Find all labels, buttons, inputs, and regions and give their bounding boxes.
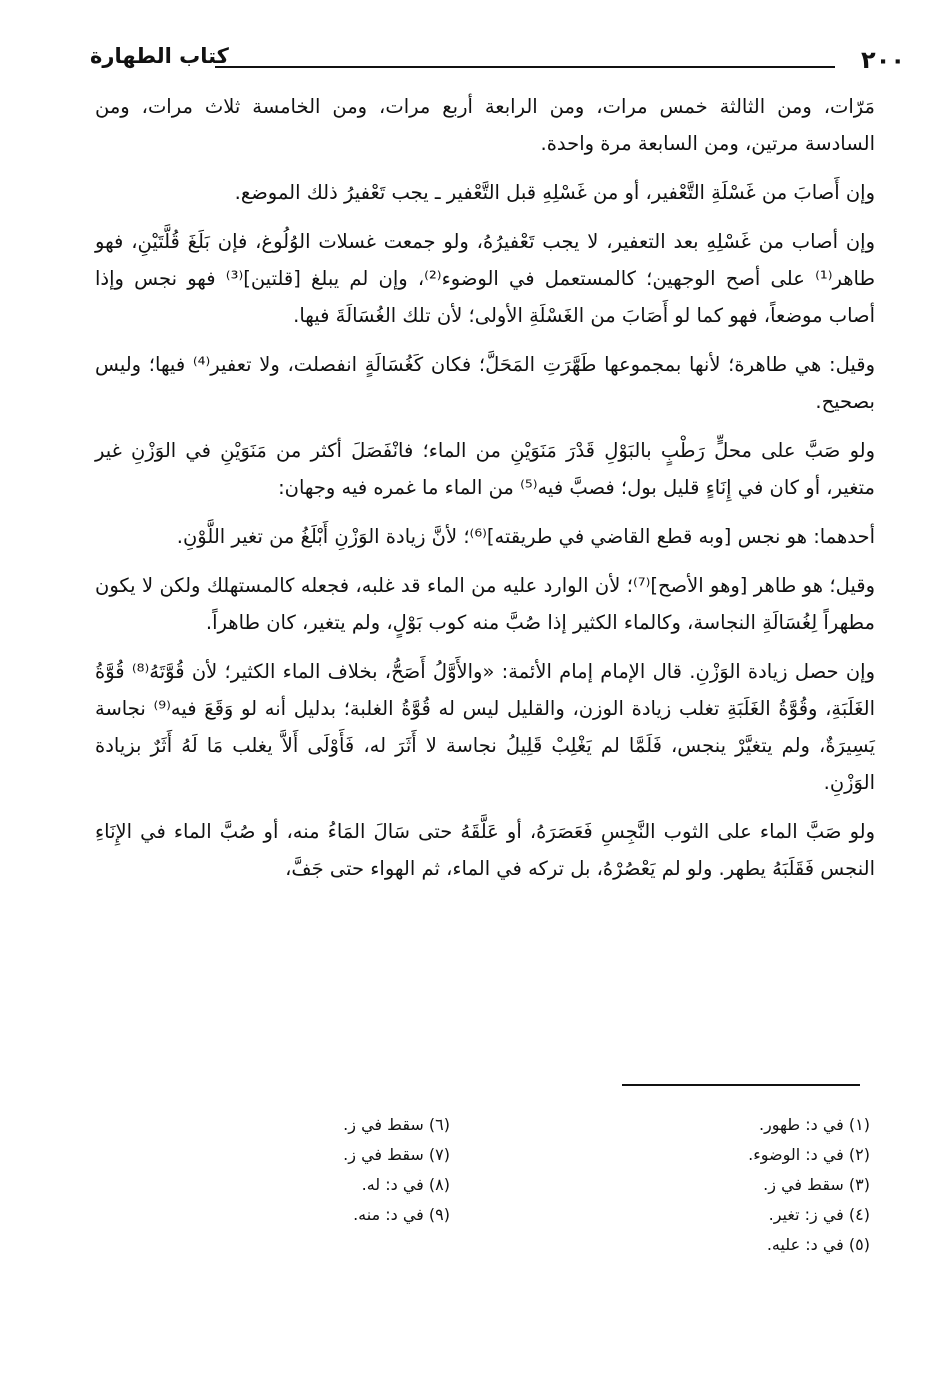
paragraph: وإن حصل زيادة الوَزْنِ. قال الإمام إمام الأئمة: «والأَوَّلُ أَصَحُّ، بخلاف الماء الكثير؛ لأن قُوَّتَهُ⁽⁸⁾ قُوَّةُ الغَلَبَةِ، وقُوَّةُ الغَلَبَةِ تغلب زيادة الوزن، والقليل ليس له قُوَّةُ الغلبة؛ بدليل أنه لو وَقَعَ فيه⁽⁹⁾ نجاسة يَسِيرَةٌ، ولم يتغيَّرْ ينجس، فَلَمَّا لم يَغْلِبْ قَلِيلُ نجاسة لا أَثَرَ له، فَأَوْلَى أَلاَّ يغلب مَا لَهُ أَثَرٌ بزيادة الوَزْنِ.	[95, 660, 875, 794]
footnote: (٢) في د: الوضوء.	[748, 1145, 870, 1164]
header-rule	[215, 66, 835, 68]
paragraph: وإن أَصابَ من غَسْلَةِ التَّعْفير، أو من غَسْلِهِ قبل التَّعْفير ـ يجب تَعْفيرُ ذلك الموضع.	[234, 181, 875, 204]
page-number: ٢٠٠	[861, 46, 905, 74]
footnote: (٩) في د: منه.	[353, 1205, 450, 1224]
paragraph: مَرّات، ومن الثالثة خمس مرات، ومن الرابعة أربع مرات، ومن الخامسة ثلاث مرات، ومن السادسة مرتين، ومن السابعة مرة واحدة.	[95, 95, 875, 155]
paragraph: وقيل؛ هو طاهر [وهو الأصح]⁽⁷⁾؛ لأن الوارد عليه من الماء قد غلبه، فجعله كالمستهلك ولكن لا يكون مطهراً لِغُسَالَةِ النجاسة، وكالماء الكثير إذا صُبَّ منه كوب بَوْلٍ، ولم يتغير، كان طاهراً.	[95, 574, 875, 634]
paragraph: ولو صَبَّ على محلٍّ رَطْبٍ بالبَوْلِ قَدْرَ مَنَوَيْنِ من الماء؛ فانْفَصَلَ أكثر من مَنَوَيْنِ في الوَزْنِ غير متغير، أو كان في إِنَاءٍ قليل بول؛ فصبَّ فيه⁽⁵⁾ من الماء ما غمره فيه وجهان:	[95, 439, 875, 499]
footnote: (٦) سقط في ز.	[343, 1115, 450, 1134]
paragraph: ولو صَبَّ الماء على الثوب النَّجِسِ فَعَصَرَهُ، أو عَلَّقَهُ حتى سَالَ المَاءُ منه، أو صُبَّ الماء في الإِنَاءِ النجس فَقَلَبَهُ يطهر. ولو لم يَعْصُرْهُ، بل تركه في الماء، ثم الهواء حتى جَفَّ،	[95, 820, 875, 880]
footnote: (٣) سقط في ز.	[763, 1175, 870, 1194]
footnote: (١) في د: طهور.	[758, 1115, 870, 1134]
paragraph: أحدهما: هو نجس [وبه قطع القاضي في طريقته]⁽⁶⁾؛ لأنَّ زيادة الوَزْنِ أَبْلَغُ من تغير اللَّوْنِ.	[176, 525, 875, 548]
footnotes-column-right	[610, 1110, 870, 1260]
paragraph: وقيل: هي طاهرة؛ لأنها بمجموعها طَهَّرَتِ المَحَلَّ؛ فكان كَغُسَالَةٍ انفصلت، ولا تعفير⁽⁴⁾ فيها؛ وليس بصحيح.	[95, 353, 875, 413]
body-text	[95, 88, 875, 899]
page-header	[90, 40, 905, 80]
footnote: (٨) في د: له.	[361, 1175, 450, 1194]
paragraph: وإن أصاب من غَسْلِهِ بعد التعفير، لا يجب تَعْفيرُهُ، ولو جمعت غسلات الوُلُوغ، فإن بَلَغَ قُلَّتَيْنِ، فهو طاهر⁽¹⁾ على أصح الوجهين؛ كالمستعمل في الوضوء⁽²⁾، وإن لم يبلغ [قلتين]⁽³⁾ فهو نجس وإذا أصاب موضعاً، فهو كما لو أَصَابَ من الغَسْلَةِ الأولى؛ لأن تلك الغُسَالَةَ فيها.	[95, 230, 875, 327]
footnote: (٤) في ز: تغير.	[768, 1205, 870, 1224]
footnote: (٥) في د: عليه.	[766, 1235, 870, 1254]
footnote-separator	[622, 1084, 860, 1086]
footnote: (٧) سقط في ز.	[343, 1145, 450, 1164]
running-title: كتاب الطهارة	[90, 44, 229, 68]
footnotes-column-left	[210, 1110, 450, 1230]
